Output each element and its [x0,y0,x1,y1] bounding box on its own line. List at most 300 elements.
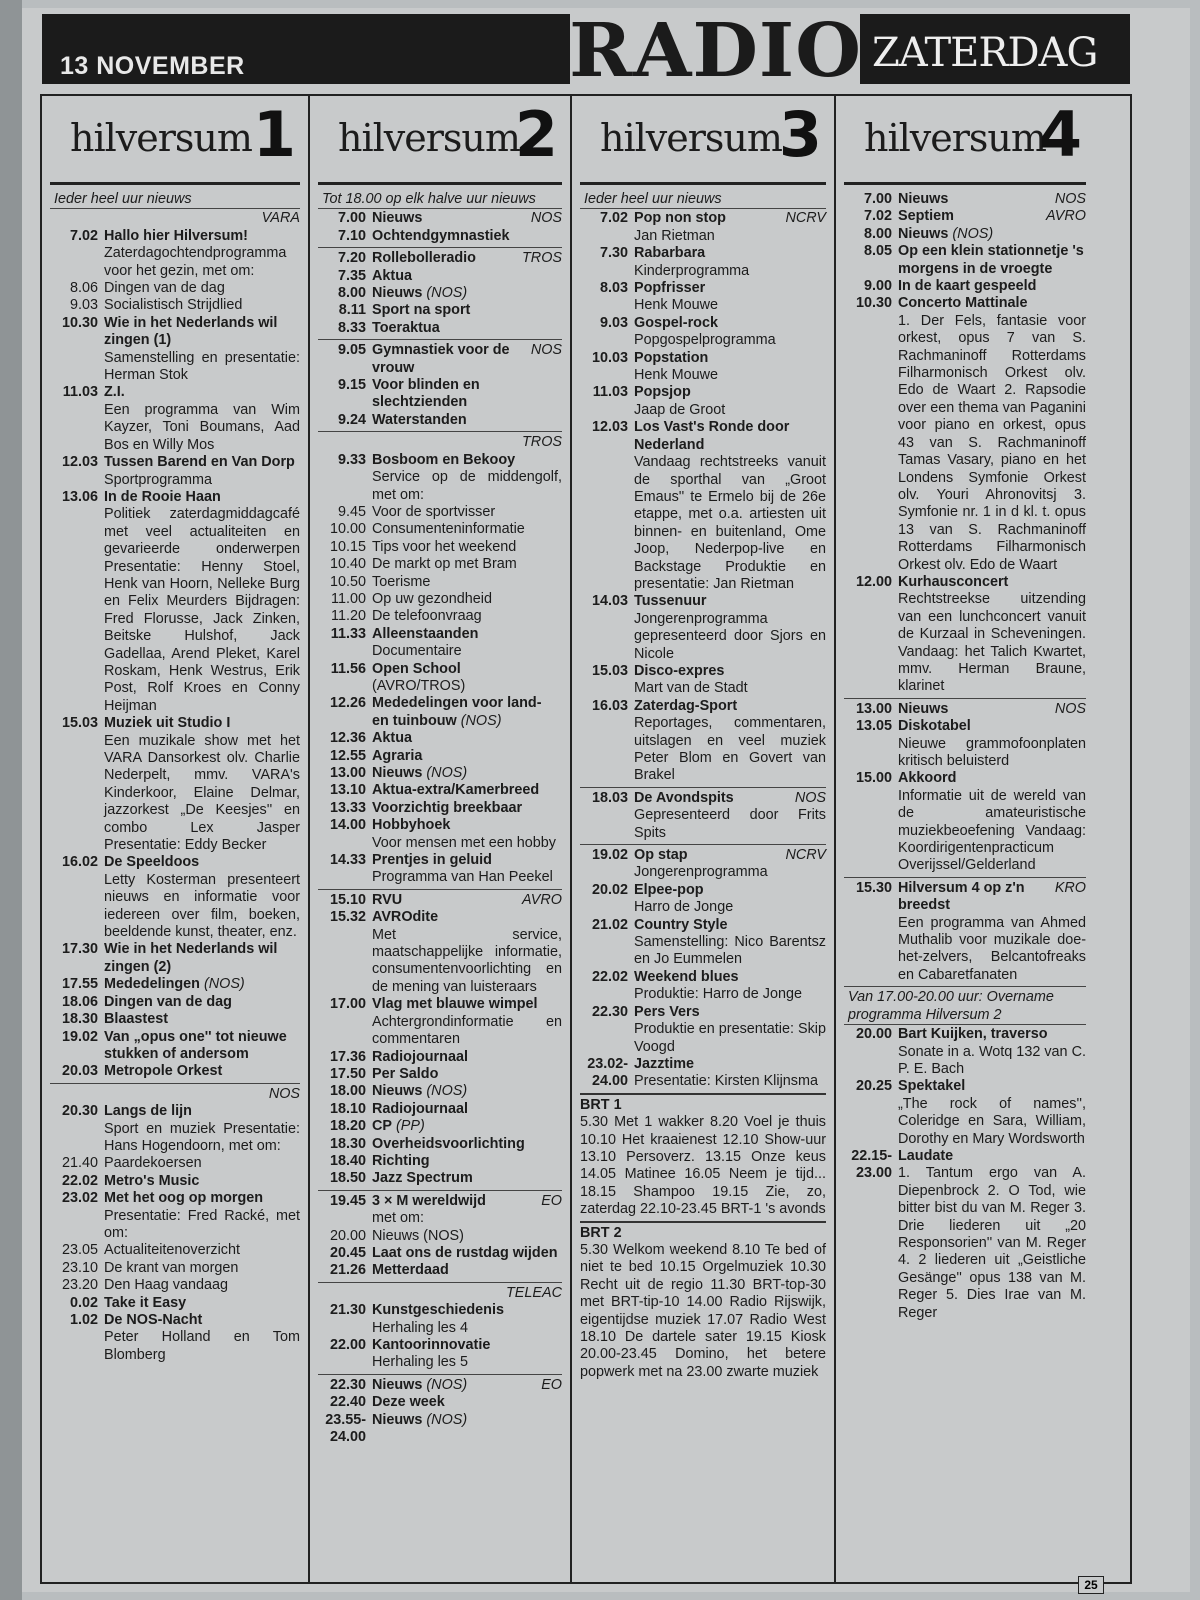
program-time: 8.00 [863,225,892,242]
program-description: Documentaire [372,643,462,660]
program-title: Langs de lijn [104,1103,192,1120]
program-description: Politiek zaterdagmiddagcafé met veel actualiteiten en gevarieerde onderwerpen Presentatie: Henny Stoel, Henk van Hoorn, Nelleke Burg en Felix Meurders Bijdragen: Fred Florusse, Jack Zinken, Beitske Hulshof, Jack Gadellaa, Arend Pleket, Karel Roskam, Henk Westrus, Erik Post, Rolf Kroes en Conny Heijman [104,506,300,714]
program-section [580,787,826,842]
program-title: Disco-expres [634,662,725,679]
program-segment: De telefoonvraag [372,608,482,625]
program-time: 16.03 [591,697,628,714]
program-title: Popfrisser [634,280,706,297]
station-number: 2 [514,98,558,171]
program-segment: Nieuws (NOS) [372,1227,464,1244]
program-description: Peter Holland en Tom Blomberg [104,1329,300,1363]
program-title: CP [372,1118,392,1135]
program-time: 18.20 [329,1118,366,1135]
column-body [310,185,570,1446]
program-entry [318,412,562,429]
program-time: 11.03 [592,384,628,401]
program-title: AVROdite [372,909,439,926]
program-title: Hilversum 4 op z'n breedst [898,879,1025,914]
program-entry [318,800,562,817]
program-entry [844,226,1086,243]
program-time: 18.00 [329,1083,366,1100]
program-description: Reportages, commentaren, uitslagen en veel muziek Peter Blom en Govert van Brakel [634,715,826,784]
program-title: Nieuws [372,210,423,227]
program-title: Zaterdag-Sport [634,697,738,714]
program-title: In de kaart gespeeld [898,278,1037,295]
program-entry [50,1155,300,1172]
program-title: Nieuws [372,1411,423,1428]
program-entry [50,1011,300,1028]
program-description: Jaap de Groot [634,401,726,418]
program-entry [50,715,300,854]
program-title: Nieuws [372,1083,423,1100]
program-time: 12.03 [61,454,98,471]
broadcaster-label: TROS [522,250,562,267]
program-title: Take it Easy [104,1294,187,1311]
program-section [318,889,562,1188]
program-entry [318,1412,562,1447]
broadcaster-label: TROS [522,434,562,451]
program-section [844,698,1086,875]
program-entry [318,1049,562,1066]
program-time: 11.00 [331,590,366,607]
program-title: Weekend blues [634,968,739,985]
program-time: 21.02 [591,916,628,933]
program-entry [50,1312,300,1364]
program-title: Z.I. [104,384,125,401]
program-time: 8.03 [599,280,628,297]
broadcaster-label: NOS [794,789,826,806]
program-title: Metterdaad [372,1262,449,1279]
program-entry [50,454,300,489]
program-entry [50,1173,300,1190]
program-description: Henk Mouwe [634,367,718,384]
column-hilversum-2 [308,96,570,1582]
program-entry [580,917,826,969]
program-section [318,431,562,887]
program-description: Mart van de Stadt [634,680,748,697]
program-entry [318,748,562,765]
program-time: 7.02 [863,208,892,225]
program-title: Wie in het Nederlands wil zingen (1) [104,314,278,349]
program-section [580,191,826,785]
program-entry [580,847,826,882]
column-body [572,185,834,1381]
program-entry [318,1245,562,1262]
program-entry [318,852,562,887]
program-time: 22.40 [329,1394,366,1411]
program-description: 1. Der Fels, fantasie voor orkest, opus 7 van S. Rachmaninoff Rotterdams Filharmonisch Orkest olv. Edo de Waart 2. Rapsodie over een thema van Paganini voor piano en orkest, opus 43 van S. Rachmaninoff Tamas Vasary, piano en het Londens Symfonie Orkest olv. Youri Ahronovitsj 3. Symfonie nr. 1 in d kl. t. opus 13 van S. Rachmaninoff Rotterdams Filharmonisch Orkest olv. Edo de Waart [898,312,1086,573]
header-day: ZATERDAG [872,30,1098,76]
program-time: 15.32 [329,909,366,926]
program-title: Jazztime [634,1055,694,1072]
program-section [50,1083,300,1365]
program-tag: (NOS) [422,1376,468,1393]
program-time: 22.02 [61,1172,98,1189]
program-entry [50,854,300,941]
program-title: Hallo hier Hilversum! [104,227,248,244]
program-title: Country Style [634,916,728,933]
program-section [844,986,1086,1322]
program-time: 9.00 [863,278,892,295]
program-section [580,844,826,1091]
program-description: Nieuwe grammofoonplaten kritisch beluisterd [898,735,1086,769]
program-segment: Tips voor het weekend [372,538,517,555]
program-time: 7.00 [337,210,366,227]
program-time: 9.45 [337,503,366,520]
program-time: 1.02 [69,1312,98,1328]
program-time: 7.20 [337,250,366,267]
broadcaster-label: KRO [1054,879,1086,896]
program-time: 22.02 [591,968,628,985]
program-description: Voor mensen met een hobby [372,834,557,851]
program-segment: Dingen van de dag [104,280,225,297]
program-title: De Speeldoos [104,854,200,871]
program-entry [50,1260,300,1277]
program-title: Overheidsvoorlichting [372,1135,525,1152]
program-description: Jongerenprogramma [634,864,768,881]
program-title: Jazz Spectrum [372,1170,473,1187]
program-entry [580,969,826,1004]
program-title: Radiojournaal [372,1100,468,1117]
program-title: Van „opus one'' tot nieuwe stukken of andersom [104,1028,287,1062]
program-description: Rechtstreekse uitzending van een lunchconcert vanuit de Kurzaal in Scheveningen. Vandaag: het Talich Kwartet, mmv. Herman Braune, klarinet [898,591,1086,695]
program-entry [318,574,562,591]
program-time: 14.03 [591,593,628,610]
program-tag: (NOS) [422,765,468,781]
program-entry [844,718,1086,770]
program-entry [50,297,300,314]
program-time: 10.30 [855,295,892,312]
program-time: 7.02 [69,227,98,244]
program-entry [580,245,826,280]
program-description: Een muzikale show met het VARA Dansorkest olv. Charlie Nederpelt, mmv. VARA's Kinderkoor, Elaine Delmar, jazzorkest „De Keesjes'' en combo Lex Jasper Presentatie: Eddy Becker [104,732,300,854]
station-number: 4 [1038,98,1082,171]
program-description: Letty Kosterman presenteert nieuws en informatie voor iedereen over film, boeken, beeldende kunst, theater, enz. [104,871,300,941]
program-title: Diskotabel [898,718,971,735]
program-title: Popstation [634,349,709,366]
program-entry [318,1101,562,1118]
program-title: Bosboom en Bekooy [372,451,516,468]
program-title: Blaastest [104,1011,168,1028]
program-description: Herhaling les 4 [372,1319,468,1336]
program-entry [844,1078,1086,1148]
program-time: 0.02 [69,1294,98,1311]
header-date: 13 NOVEMBER [60,52,245,80]
program-entry [318,996,562,1048]
program-section [318,191,562,245]
program-entry [580,1056,826,1091]
program-entry [844,770,1086,874]
program-time: 22.15-23.00 [851,1147,892,1182]
program-title: Sport na sport [372,302,471,319]
program-title: Wie in het Nederlands wil zingen (2) [104,941,278,975]
program-time: 13.10 [329,782,366,799]
program-tag: (NOS) [948,225,994,242]
program-title: Aktua [372,730,412,747]
page-number: 25 [1078,1576,1104,1594]
program-title: Gospel-rock [634,314,718,331]
program-entry [50,1190,300,1242]
program-section [318,1190,562,1280]
program-entry [318,504,562,521]
program-time: 10.15 [329,538,366,555]
program-entry [50,994,300,1011]
program-section [318,1374,562,1447]
program-time: 7.02 [599,210,628,227]
program-entry [50,228,300,280]
program-title: Per Saldo [372,1065,439,1082]
program-tag: (NOS) [422,1083,468,1100]
program-section [50,191,300,1081]
station-number: 1 [252,98,296,171]
program-title: Waterstanden [372,411,467,428]
program-description: Henk Mouwe [634,297,718,314]
program-time: 23.10 [61,1259,98,1276]
program-title: Ochtendgymnastiek [372,227,510,244]
program-title: Gymnastiek voor de vrouw [372,342,510,376]
program-time: 7.35 [337,267,366,284]
program-description: Jan Rietman [634,227,715,244]
program-time: 15.00 [855,770,892,787]
program-entry [318,892,562,909]
program-time: 23.55-24.00 [325,1411,366,1446]
program-title: Aktua [372,267,412,284]
program-time: 11.03 [62,384,98,401]
program-section [844,877,1086,984]
program-entry [580,593,826,663]
program-time: 21.26 [329,1262,366,1279]
brt-schedule: 5.30 Met 1 wakker 8.20 Voel je thuis 10.10 Het kraaienest 12.10 Show-uur 13.10 Persoverz. 13.15 Onze keus 14.05 Matinee 16.05 Neem je tijd... 18.15 Shampoo 19.15 Zie, zo, zaterdag 22.10-23.45 BRT-1 's avonds [580,1114,826,1218]
page-header [42,8,1130,94]
program-grid [40,94,1132,1584]
column-header [318,96,562,185]
program-time: 19.02 [591,847,628,864]
program-time: 20.00 [329,1227,366,1244]
broadcaster-label: EO [541,1376,562,1393]
program-entry [580,663,826,698]
program-entry [318,909,562,996]
program-entry [844,208,1086,225]
station-name: hilversum [70,116,252,160]
program-time: 11.33 [330,625,366,642]
broadcaster-label: VARA [261,210,300,227]
program-tag: (NOS) [422,1411,468,1428]
program-entry [580,1004,826,1056]
program-description: Gepresenteerd door Frits Spits [634,807,826,841]
program-title: Tussenuur [634,593,707,610]
column-hilversum-3 [570,96,834,1582]
station-number: 3 [778,98,822,171]
program-time: 10.30 [61,314,98,331]
program-description: Jongerenprogramma gepresenteerd door Sjors en Nicole [634,610,826,662]
program-entry [318,782,562,799]
program-segment: Actualiteitenoverzicht [104,1242,240,1259]
program-title: Met het oog op morgen [104,1190,264,1207]
column-header [50,96,300,185]
program-segment: Socialistisch Strijdlied [104,297,243,314]
program-entry [318,250,562,267]
program-section [318,1282,562,1372]
program-time: 14.00 [329,817,366,834]
program-time: 16.02 [61,854,98,871]
program-time: 17.50 [329,1065,366,1082]
program-time: 8.06 [69,280,98,297]
program-time: 17.55 [61,976,98,993]
station-name: hilversum [864,116,1046,160]
program-entry [318,521,562,538]
program-title: Nieuws [898,191,949,207]
program-entry [318,268,562,285]
broadcaster-label: AVRO [522,891,562,908]
program-time: 15.10 [329,891,366,908]
program-entry [50,280,300,297]
program-title: Metropole Orkest [104,1063,223,1080]
program-entry [580,350,826,385]
program-time: 13.33 [329,799,366,816]
program-entry [580,790,826,842]
program-title: Tussen Barend en Van Dorp [104,454,295,471]
program-time: 8.00 [337,285,366,302]
program-title: Voor blinden en slechtzienden [372,377,480,411]
program-title: Radiojournaal [372,1048,468,1065]
program-time: 18.30 [329,1135,366,1152]
magazine-page [22,8,1190,1592]
program-segment: Toerisme [372,573,431,590]
brt-schedule: 5.30 Welkom weekend 8.10 Te bed of niet te bed 10.15 Orgelmuziek 10.30 Recht uit de regio 11.30 BRT-top-30 met BRT-tip-10 14.00 Radio Rijswijk, eigentijdse muziek 17.07 Radio West 18.10 De dartele sater 19.15 Kiosk 20.00-23.45 Domino, het betere popwerk met na 23.00 zwarte muziek [580,1241,826,1380]
program-entry [318,1377,562,1394]
program-entry [318,661,562,696]
program-entry [50,315,300,385]
program-entry [50,1029,300,1064]
program-time: 21.30 [329,1302,366,1319]
program-time: 22.00 [329,1337,366,1353]
program-entry [580,210,826,245]
program-time: 10.03 [591,349,628,366]
program-description: Een programma van Ahmed Muthalib voor muzikale doe-het-zelvers, Belcantofreaks en Cabaretfanaten [898,914,1086,983]
program-title: Aktua-extra/Kamerbreed [372,782,540,799]
program-time: 20.45 [329,1244,366,1261]
program-time: 17.00 [329,996,366,1013]
program-description: Presentatie: Fred Racké, met om: [104,1207,300,1241]
program-description: Popgospelprogramma [634,332,776,349]
program-time: 9.33 [337,451,366,468]
program-title: Muziek uit Studio I [104,715,231,732]
program-entry [844,295,1086,574]
brt-heading: BRT 2 [580,1224,622,1241]
program-entry [318,730,562,747]
program-title: Kunstgeschiedenis [372,1302,504,1319]
program-description: „The rock of names'', Coleridge en Sara, William, Dorothy en Mary Wordsworth [898,1095,1086,1147]
program-entry [50,1063,300,1080]
program-entry [580,384,826,419]
program-time: 15.30 [855,879,892,896]
program-time: 9.03 [599,314,628,331]
program-description: Sonate in a. Wotq 132 van C. P. E. Bach [898,1043,1086,1077]
program-title: Open School [372,660,461,677]
program-time: 15.03 [591,662,628,679]
program-description: Sportprogramma [104,471,212,488]
program-title: Mededelingen [104,976,200,993]
program-description: 1. Tantum ergo van A. Diepenbrock 2. O Tod, wie bitter bist du van M. Reger 3. Drie liederen uit „20 Responsorien'' van M. Reger 4. 2 liederen uit „Geistliche Gesänge'' opus 138 van M. Reger 5. Dies Irae van M. Reger [898,1165,1086,1321]
program-description: Sport en muziek Presentatie: Hans Hogendoorn, met om: [104,1120,300,1154]
program-segment: Den Haag vandaag [104,1277,229,1294]
program-time: 20.03 [61,1063,98,1080]
program-description: Produktie: Harro de Jonge [634,986,802,1003]
header-title: RADIO [569,8,863,94]
program-entry [318,452,562,504]
program-title: Hobbyhoek [372,817,451,834]
program-entry [50,1242,300,1259]
program-description: (AVRO/TROS) [372,677,466,694]
program-section [318,247,562,337]
program-entry [318,1083,562,1100]
program-entry [318,228,562,245]
program-title: In de Rooie Haan [104,488,221,505]
program-time: 8.33 [337,319,366,336]
program-section [318,339,562,429]
program-section [844,191,1086,696]
program-description: Harro de Jonge [634,899,734,916]
program-entry [580,280,826,315]
program-entry [580,315,826,350]
program-title: Kantoorinnovatie [372,1337,491,1353]
program-description: Presentatie: Kirsten Klijnsma [634,1073,818,1090]
program-title: Kurhausconcert [898,573,1009,590]
program-time: 17.30 [61,941,98,958]
program-time: 14.33 [329,852,366,869]
program-time: 15.03 [61,715,98,732]
column-header [580,96,826,185]
program-title: Elpee-pop [634,881,704,898]
program-description: Service op de middengolf, met om: [372,469,562,503]
program-entry [844,243,1086,278]
program-entry [844,1026,1086,1078]
program-title: Spektakel [898,1078,966,1095]
program-entry [50,1277,300,1294]
program-title: De Avondspits [634,789,734,806]
program-title: Akkoord [898,770,957,787]
column-hilversum-1 [42,96,308,1582]
program-time: 7.10 [337,227,366,244]
program-title: Los Vast's Ronde door Nederland [634,419,790,453]
program-time: 23.20 [61,1277,98,1294]
program-description: Zaterdagochtendprogramma voor het gezin, met om: [104,245,287,279]
program-time: 13.05 [855,718,892,735]
brt-section [580,1093,826,1219]
program-segment: Voor de sportvisser [372,503,496,520]
program-segment: Paardekoersen [104,1155,202,1172]
station-name: hilversum [600,116,782,160]
broadcaster-label: NOS [1054,700,1086,717]
program-title: Agraria [372,747,423,764]
program-time: 20.25 [855,1078,892,1095]
program-segment: De krant van morgen [104,1259,239,1276]
program-entry [318,695,562,730]
program-time: 18.03 [591,789,628,806]
broadcaster-label: NCRV [785,847,826,864]
column-body [42,185,308,1364]
program-title: Alleenstaanden [372,625,479,642]
program-time: 9.15 [337,377,366,394]
program-title: Nieuws [898,225,949,242]
program-time: 9.05 [337,342,366,359]
program-time: 19.45 [329,1192,366,1209]
program-entry [318,377,562,412]
program-entry [50,1295,300,1312]
program-title: Laat ons de rustdag wijden [372,1244,558,1261]
program-description: Programma van Han Peekel [372,869,553,886]
program-title: Nieuws [372,1376,423,1393]
